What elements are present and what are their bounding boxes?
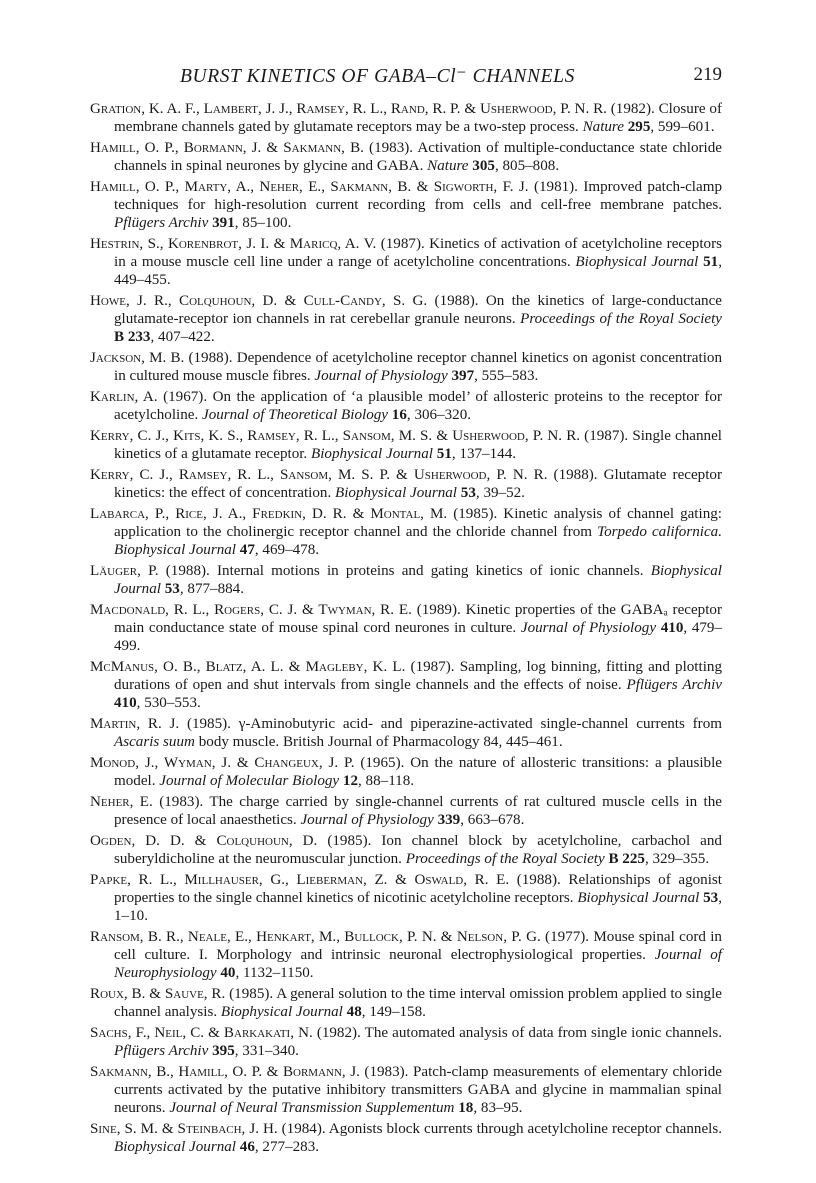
reference-pages: , 149–158.	[361, 1004, 426, 1021]
reference-pages: , 137–144.	[451, 446, 517, 463]
reference-journal: Pflügers Archiv	[626, 677, 722, 694]
reference-entry	[90, 466, 722, 502]
reference-entry	[90, 388, 722, 424]
reference-entry	[90, 235, 722, 290]
reference-volume: 46	[239, 1138, 255, 1155]
reference-authors: Jackson, M. B.	[90, 350, 185, 367]
reference-title: (1965). On the nature of allosteric transitions: a plausible model.	[114, 754, 722, 790]
reference-volume: 410	[114, 695, 137, 712]
reference-authors: Sine, S. M. & Steinbach, J. H.	[90, 1120, 278, 1137]
reference-title: (1985). Kinetic analysis of channel gating: application to the cholinergic receptor channel and the chloride channel from	[114, 505, 722, 540]
reference-journal: Proceedings of the Royal Society	[520, 311, 722, 328]
reference-pages: , 329–355.	[644, 850, 710, 867]
reference-volume: 53	[164, 581, 180, 598]
reference-pages: , 85–100.	[234, 215, 292, 232]
reference-title: (1987). Single channel kinetics of a glutamate receptor.	[114, 427, 722, 463]
reference-title: (1988). Dependence of acetylcholine receptor channel kinetics on agonist concentration in cultured mouse muscle fibres.	[114, 350, 722, 385]
reference-volume: B 233	[114, 329, 151, 346]
reference-journal: Biophysical Journal	[310, 446, 433, 463]
reference-volume: 40	[220, 965, 236, 982]
reference-volume: 18	[458, 1100, 474, 1117]
reference-entry	[90, 139, 722, 175]
reference-journal: Journal of Physiology	[314, 368, 448, 385]
reference-entry	[90, 793, 722, 829]
reference-entry	[90, 427, 722, 463]
reference-entry	[90, 562, 722, 598]
reference-authors: Sachs, F., Neil, C. & Barkakati, N.	[90, 1024, 313, 1041]
reference-volume: 12	[342, 773, 358, 790]
reference-entry	[90, 832, 722, 868]
reference-authors: Kerry, C. J., Ramsey, R. L., Sansom, M. S. P. & Usherwood, P. N. R.	[90, 466, 548, 483]
reference-pages: body muscle. British Journal of Pharmacology 84, 445–461.	[198, 734, 563, 751]
reference-pages: , 83–95.	[473, 1100, 523, 1117]
reference-pages: , 449–455.	[114, 254, 722, 289]
reference-list	[90, 100, 722, 1156]
reference-journal: Biophysical Journal	[575, 254, 699, 271]
reference-volume: 395	[212, 1042, 235, 1059]
reference-title: (1983). Patch-clamp measurements of elementary chloride currents activated by the putative inhibitory transmitters GABA and glycine in mammalian spinal neurons.	[114, 1063, 722, 1117]
reference-entry	[90, 178, 722, 233]
reference-volume: B 225	[608, 850, 645, 867]
page	[90, 64, 722, 1159]
reference-title: (1987). Kinetics of activation of acetylcholine receptors in a mouse muscle cell line under a range of acetylcholine concentrations.	[114, 235, 722, 271]
reference-volume: 47	[239, 542, 255, 559]
reference-authors: Roux, B. & Sauve, R.	[90, 985, 226, 1002]
reference-journal: Proceedings of the Royal Society	[405, 850, 605, 867]
reference-entry	[90, 1120, 722, 1156]
reference-title: (1988). Internal motions in proteins and gating kinetics of ionic channels.	[158, 562, 651, 579]
reference-authors: Ransom, B. R., Neale, E., Henkart, M., Bullock, P. N. & Nelson, P. G.	[90, 928, 541, 945]
reference-entry	[90, 871, 722, 926]
reference-entry	[90, 1024, 722, 1060]
reference-journal: Journal of Neural Transmission Supplementum	[169, 1100, 455, 1117]
reference-authors: Kerry, C. J., Kits, K. S., Ramsey, R. L., Sansom, M. S. & Usherwood, P. N. R.	[90, 427, 581, 444]
reference-authors: Läuger, P.	[90, 562, 159, 579]
reference-title: (1987). Sampling, log binning, fitting and plotting durations of open and shut intervals from single channels and the effects of noise.	[114, 658, 722, 694]
running-title: BURST KINETICS OF GABA–Cl⁻ CHANNELS	[180, 66, 575, 87]
reference-authors: Martin, R. J.	[90, 716, 180, 732]
reference-volume: 410	[660, 619, 684, 636]
reference-entry	[90, 292, 722, 347]
reference-journal: Biophysical Journal	[114, 562, 722, 598]
reference-title: (1988). Glutamate receptor kinetics: the effect of concentration.	[114, 466, 722, 502]
reference-entry	[90, 349, 722, 385]
reference-journal: Journal of Theoretical Biology	[202, 407, 389, 424]
reference-journal: Journal of Neurophysiology	[114, 946, 723, 982]
reference-volume: 53	[703, 889, 719, 906]
reference-title: (1983). Activation of multiple-conductance state chloride channels in spinal neurones by glycine and GABA.	[114, 139, 722, 175]
reference-journal: Biophysical Journal	[220, 1004, 343, 1021]
reference-journal: Journal of Physiology	[300, 812, 434, 829]
reference-pages: , 1132–1150.	[235, 965, 314, 982]
reference-pages: , 1–10.	[114, 889, 722, 925]
reference-pages: , 306–320.	[406, 407, 472, 424]
reference-title: (1988). Relationships of agonist properties to the single channel kinetics of nicotinic acetylcholine receptors.	[114, 871, 722, 906]
reference-volume: 397	[451, 368, 475, 385]
reference-title: (1982). Closure of membrane channels gated by glutamate receptors may be a two-step process.	[114, 101, 722, 136]
reference-entry	[90, 100, 722, 136]
reference-authors: Monod, J., Wyman, J. & Changeux, J. P.	[90, 754, 355, 771]
reference-authors: Hestrin, S., Korenbrot, J. I. & Maricq, A. V.	[90, 235, 377, 252]
reference-entry	[90, 505, 722, 560]
reference-pages: , 331–340.	[234, 1042, 299, 1059]
reference-authors: Hamill, O. P., Marty, A., Neher, E., Sakmann, B. & Sigworth, F. J.	[90, 178, 529, 195]
reference-entry	[90, 715, 722, 751]
reference-journal: Nature	[427, 158, 469, 175]
reference-title: (1977). Mouse spinal cord in cell culture. I. Morphology and intrinsic neuronal electrophysiological properties.	[114, 928, 722, 963]
reference-title: (1984). Agonists block currents through acetylcholine receptor channels.	[277, 1120, 722, 1137]
reference-pages: , 407–422.	[150, 329, 215, 346]
reference-authors: McManus, O. B., Blatz, A. L. & Magleby, K. L.	[90, 658, 406, 675]
reference-volume: 339	[437, 812, 461, 829]
reference-title: (1988). On the kinetics of large-conductance glutamate-receptor ion channels in rat cerebellar granule neurons.	[114, 293, 722, 328]
reference-authors: Hamill, O. P., Bormann, J. & Sakmann, B.	[90, 139, 364, 156]
reference-pages: , 599–601.	[650, 119, 715, 136]
reference-title: (1985). A general solution to the time interval omission problem applied to single channel analysis.	[114, 985, 722, 1021]
reference-authors: Sakmann, B., Hamill, O. P. & Bormann, J.	[90, 1063, 360, 1080]
reference-title: (1982). The automated analysis of data from single ionic channels.	[312, 1024, 722, 1041]
reference-journal: Biophysical Journal	[577, 889, 700, 906]
reference-authors: Papke, R. L., Millhauser, G., Lieberman, Z. & Oswald, R. E.	[90, 871, 510, 888]
reference-authors: Gration, K. A. F., Lambert, J. J., Ramsey, R. L., Rand, R. P. & Usherwood, P. N. R.	[90, 101, 607, 117]
reference-journal: Biophysical Journal	[114, 1138, 236, 1155]
reference-authors: Karlin, A.	[90, 389, 158, 406]
reference-journal: Journal of Physiology	[520, 619, 657, 636]
reference-volume: 53	[460, 485, 476, 502]
reference-pages: , 663–678.	[460, 812, 525, 829]
reference-pages: , 877–884.	[179, 581, 244, 598]
reference-volume: 295	[627, 119, 651, 136]
reference-pages: , 530–553.	[136, 695, 201, 712]
reference-journal: Journal of Molecular Biology	[159, 773, 340, 790]
reference-title: (1983). The charge carried by single-channel currents of rat cultured muscle cells in the presence of local anaesthetics.	[114, 793, 722, 829]
reference-journal: Pflügers Archiv	[114, 215, 209, 232]
reference-journal: Ascaris suum	[114, 734, 195, 751]
page-number: 219	[693, 64, 722, 85]
reference-pages: , 88–118.	[358, 773, 415, 790]
reference-entry	[90, 1063, 722, 1118]
reference-entry	[90, 928, 722, 983]
reference-pages: , 277–283.	[254, 1138, 320, 1155]
reference-title: (1985). γ-Aminobutyric acid- and piperazine-activated single-channel currents from	[179, 716, 722, 732]
reference-volume: 16	[391, 407, 407, 424]
reference-entry	[90, 601, 722, 656]
reference-entry	[90, 658, 722, 713]
reference-authors: Labarca, P., Rice, J. A., Fredkin, D. R. & Montal, M.	[90, 505, 448, 522]
reference-volume: 48	[346, 1004, 362, 1021]
reference-entry	[90, 754, 722, 790]
reference-volume: 305	[472, 158, 495, 175]
reference-journal: Torpedo californica. Biophysical Journal	[114, 523, 722, 559]
reference-authors: Macdonald, R. L., Rogers, C. J. & Twyman, R. E.	[90, 601, 412, 618]
reference-pages: , 555–583.	[474, 368, 539, 385]
reference-pages: , 39–52.	[475, 485, 525, 502]
reference-title: (1967). On the application of ‘a plausible model’ of allosteric proteins to the receptor for acetylcholine.	[114, 389, 722, 424]
reference-authors: Howe, J. R., Colquhoun, D. & Cull-Candy, S. G.	[90, 293, 428, 310]
reference-pages: , 469–478.	[254, 542, 320, 559]
reference-volume: 51	[436, 446, 452, 463]
reference-pages: , 479–499.	[114, 619, 723, 655]
reference-title: (1989). Kinetic properties of the GABAₐ receptor main conductance state of mouse spinal cord neurones in culture.	[114, 601, 722, 636]
page-header	[90, 64, 722, 94]
reference-entry	[90, 985, 722, 1021]
reference-volume: 51	[703, 254, 719, 271]
reference-volume: 391	[212, 215, 235, 232]
reference-pages: , 805–808.	[494, 158, 560, 175]
reference-title: (1985). Ion channel block by acetylcholine, carbachol and suberyldicholine at the neuromuscular junction.	[114, 832, 722, 867]
reference-authors: Neher, E.	[90, 793, 153, 810]
reference-authors: Ogden, D. D. & Colquhoun, D.	[90, 832, 318, 849]
reference-journal: Pflügers Archiv	[114, 1042, 209, 1059]
reference-journal: Biophysical Journal	[335, 485, 458, 502]
reference-title: (1981). Improved patch-clamp techniques for high-resolution current recording from cells and cell-free membrane patches.	[114, 178, 722, 214]
reference-journal: Nature	[582, 119, 624, 136]
